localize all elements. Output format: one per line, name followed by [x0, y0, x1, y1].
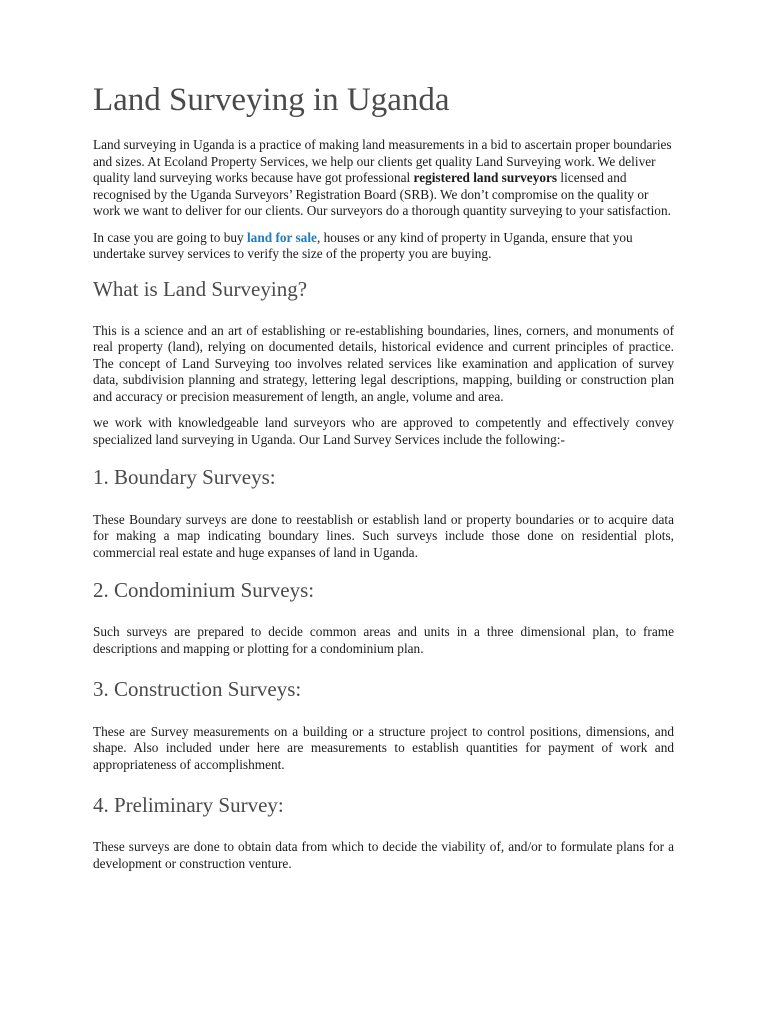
- boundary-surveys-heading: 1. Boundary Surveys:: [93, 465, 276, 490]
- preliminary-survey-text: These surveys are done to obtain data from which to decide the viability of, and/or to formulate plans for a development or construction venture.: [93, 839, 674, 871]
- construction-surveys-text: These are Survey measurements on a building or a structure project to control positions, dimensions, and shape. Also included under here are measurements to establish quantities for payment of work and appropriateness of accomplishment.: [93, 723, 674, 772]
- document-body: [93, 80, 674, 882]
- condominium-surveys-text: Such surveys are prepared to decide common areas and units in a three dimensional plan, to frame descriptions and mapping or plotting for a condominium plan.: [93, 624, 674, 656]
- buying-advice-end: , houses or any kind of property in Uganda, ensure that you undertake survey services to verify the size of the property you are buying.: [93, 229, 633, 262]
- preliminary-survey-heading: 4. Preliminary Survey:: [93, 793, 284, 817]
- intro-text-end: licensed and recognised by the Uganda Surveyors’ Registration Board (SRB). We don’t compromise on the quality or work we want to deliver for our clients. Our surveyors do a thorough quantity surveying to your satisfaction.: [93, 170, 671, 219]
- registered-surveyors-bold: registered land surveyors: [413, 170, 558, 186]
- boundary-surveys-text: These Boundary surveys are done to reestablish or establish land or property boundaries or to acquire data for making a map indicating boundary lines. Such surveys include those done on residential plots, commercial real estate and huge expanses of land in Uganda.: [93, 511, 674, 560]
- what-is-heading: What is Land Surveying?: [93, 276, 308, 301]
- intro-text-start: Land surveying in Uganda is a practice of making land measurements in a bid to ascertain proper boundaries and sizes. At Ecoland Property Services, we help our clients get quality Land Surveying work. We deliver quality land surveying works because have got professional: [93, 137, 672, 186]
- construction-surveys-heading: 3. Construction Surveys:: [93, 677, 302, 702]
- definition-paragraph: This is a science and an art of establishing or re-establishing boundaries, lines, corners, and monuments of real property (land), relying on documented details, historical evidence and current principles of practice. The concept of Land Surveying too involves related services like examination and application of survey data, subdivision planning and strategy, lettering legal descriptions, mapping, building or construction plan and accuracy or precision measurement of length, an angle, volume and area.: [93, 322, 674, 404]
- land-for-sale-link[interactable]: land for sale: [246, 229, 317, 245]
- condominium-surveys-heading: 2. Condominium Surveys:: [93, 578, 315, 603]
- intro-paragraph: [93, 137, 674, 220]
- buying-advice-start: In case you are going to buy: [93, 229, 247, 245]
- buying-advice-paragraph: [93, 230, 674, 263]
- page-title: Land Surveying in Uganda: [93, 82, 450, 118]
- services-intro-paragraph: we work with knowledgeable land surveyors who are approved to competently and effectively convey specialized land surveying in Uganda. Our Land Survey Services include the following:-: [93, 415, 674, 447]
